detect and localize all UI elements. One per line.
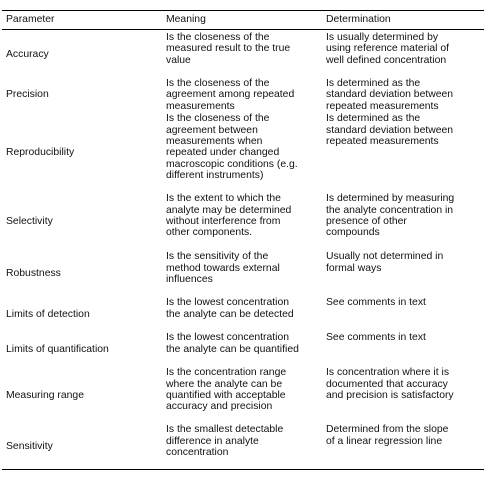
meaning-line: concentration: [166, 447, 229, 459]
meaning-line: without interference from: [166, 216, 281, 228]
parameter-table: [2, 10, 484, 470]
table-row: [2, 30, 484, 78]
meaning-line: Is the concentration range: [166, 367, 287, 379]
meaning-cell: [162, 366, 322, 423]
meaning-line: value: [166, 54, 191, 66]
parameter-cell: Limits of detection: [6, 308, 90, 320]
meaning-line: the analyte can be quantified: [166, 343, 299, 355]
meaning-line: repeated under changed: [166, 147, 280, 159]
meaning-line: agreement among repeated: [166, 89, 295, 101]
header-meaning: Meaning: [166, 14, 206, 26]
meaning-line: different instruments): [166, 170, 264, 182]
determination-cell: [322, 112, 484, 192]
meaning-cell: [162, 331, 322, 366]
meaning-cell: [162, 296, 322, 331]
determination-line: formal ways: [326, 262, 382, 274]
table-row: [2, 77, 484, 112]
meaning-line: Is the closeness of the: [166, 113, 270, 125]
meaning-cell: [162, 30, 322, 78]
determination-cell: [322, 77, 484, 112]
meaning-line: macroscopic conditions (e.g.: [166, 158, 298, 170]
meaning-line: Is the sensitivity of the: [166, 251, 269, 263]
parameter-cell: Accuracy: [6, 48, 49, 60]
meaning-line: Is the closeness of the: [166, 32, 270, 43]
determination-line: presence of other: [326, 216, 407, 228]
determination-cell: [322, 192, 484, 250]
parameter-cell: Precision: [6, 89, 49, 101]
determination-line: documented that accuracy: [326, 378, 448, 390]
determination-line: compounds: [326, 227, 380, 239]
determination-line: Is determined by measuring: [326, 193, 455, 205]
meaning-cell: [162, 77, 322, 112]
table-row: [2, 192, 484, 250]
meaning-line: measured result to the true: [166, 43, 291, 55]
meaning-line: where the analyte can be: [166, 378, 283, 390]
determination-line: See comments in text: [326, 332, 426, 344]
determination-line: repeated measurements: [326, 100, 439, 112]
parameter-cell: Sensitivity: [6, 441, 53, 453]
meaning-line: quantified with acceptable: [166, 390, 286, 402]
meaning-line: agreement between: [166, 124, 258, 136]
meaning-line: difference in analyte: [166, 435, 259, 447]
meaning-line: accuracy and precision: [166, 401, 273, 413]
determination-cell: [322, 250, 484, 296]
table-row: [2, 366, 484, 423]
determination-cell: [322, 30, 484, 78]
table-row: [2, 112, 484, 192]
meaning-cell: [162, 423, 322, 470]
meaning-line: Is the lowest concentration: [166, 297, 290, 309]
table-row: [2, 296, 484, 331]
parameter-cell: Robustness: [6, 268, 61, 280]
header-parameter: Parameter: [6, 14, 55, 26]
table-row: [2, 423, 484, 470]
meaning-line: Is the lowest concentration: [166, 332, 290, 344]
parameter-cell: Measuring range: [6, 389, 84, 401]
determination-line: repeated measurements: [326, 136, 439, 148]
parameter-table-container: [2, 10, 484, 470]
determination-line: Is determined as the: [326, 113, 421, 125]
meaning-line: measurements: [166, 100, 235, 112]
determination-line: Usually not determined in: [326, 251, 444, 263]
determination-line: Is usually determined by: [326, 32, 439, 43]
determination-cell: [322, 331, 484, 366]
meaning-line: Is the closeness of the: [166, 78, 270, 89]
table-header-row: [2, 11, 484, 30]
meaning-line: method towards external: [166, 262, 280, 274]
determination-line: and precision is satisfactory: [326, 390, 454, 402]
determination-cell: [322, 366, 484, 423]
meaning-line: analyte may be determined: [166, 204, 292, 216]
meaning-cell: [162, 192, 322, 250]
determination-line: standard deviation between: [326, 124, 454, 136]
determination-cell: [322, 423, 484, 470]
parameter-cell: Limits of quantification: [6, 343, 109, 355]
determination-line: using reference material of: [326, 43, 450, 55]
meaning-cell: [162, 112, 322, 192]
determination-line: See comments in text: [326, 297, 426, 309]
header-determination: Determination: [326, 14, 391, 26]
determination-line: the analyte concentration in: [326, 204, 454, 216]
determination-line: Determined from the slope: [326, 424, 449, 436]
meaning-line: measurements when: [166, 136, 263, 148]
meaning-line: influences: [166, 274, 213, 286]
determination-line: of a linear regression line: [326, 435, 443, 447]
parameter-cell: Selectivity: [6, 216, 53, 228]
determination-line: Is concentration where it is: [326, 367, 450, 379]
meaning-line: other components.: [166, 227, 253, 239]
parameter-cell: Reproducibility: [6, 147, 75, 159]
table-row: [2, 250, 484, 296]
table-row: [2, 331, 484, 366]
meaning-line: Is the extent to which the: [166, 193, 281, 205]
determination-line: Is determined as the: [326, 78, 421, 89]
meaning-line: Is the smallest detectable: [166, 424, 284, 436]
determination-line: standard deviation between: [326, 89, 454, 101]
determination-cell: [322, 296, 484, 331]
meaning-cell: [162, 250, 322, 296]
determination-line: well defined concentration: [326, 54, 447, 66]
meaning-line: the analyte can be detected: [166, 308, 294, 320]
